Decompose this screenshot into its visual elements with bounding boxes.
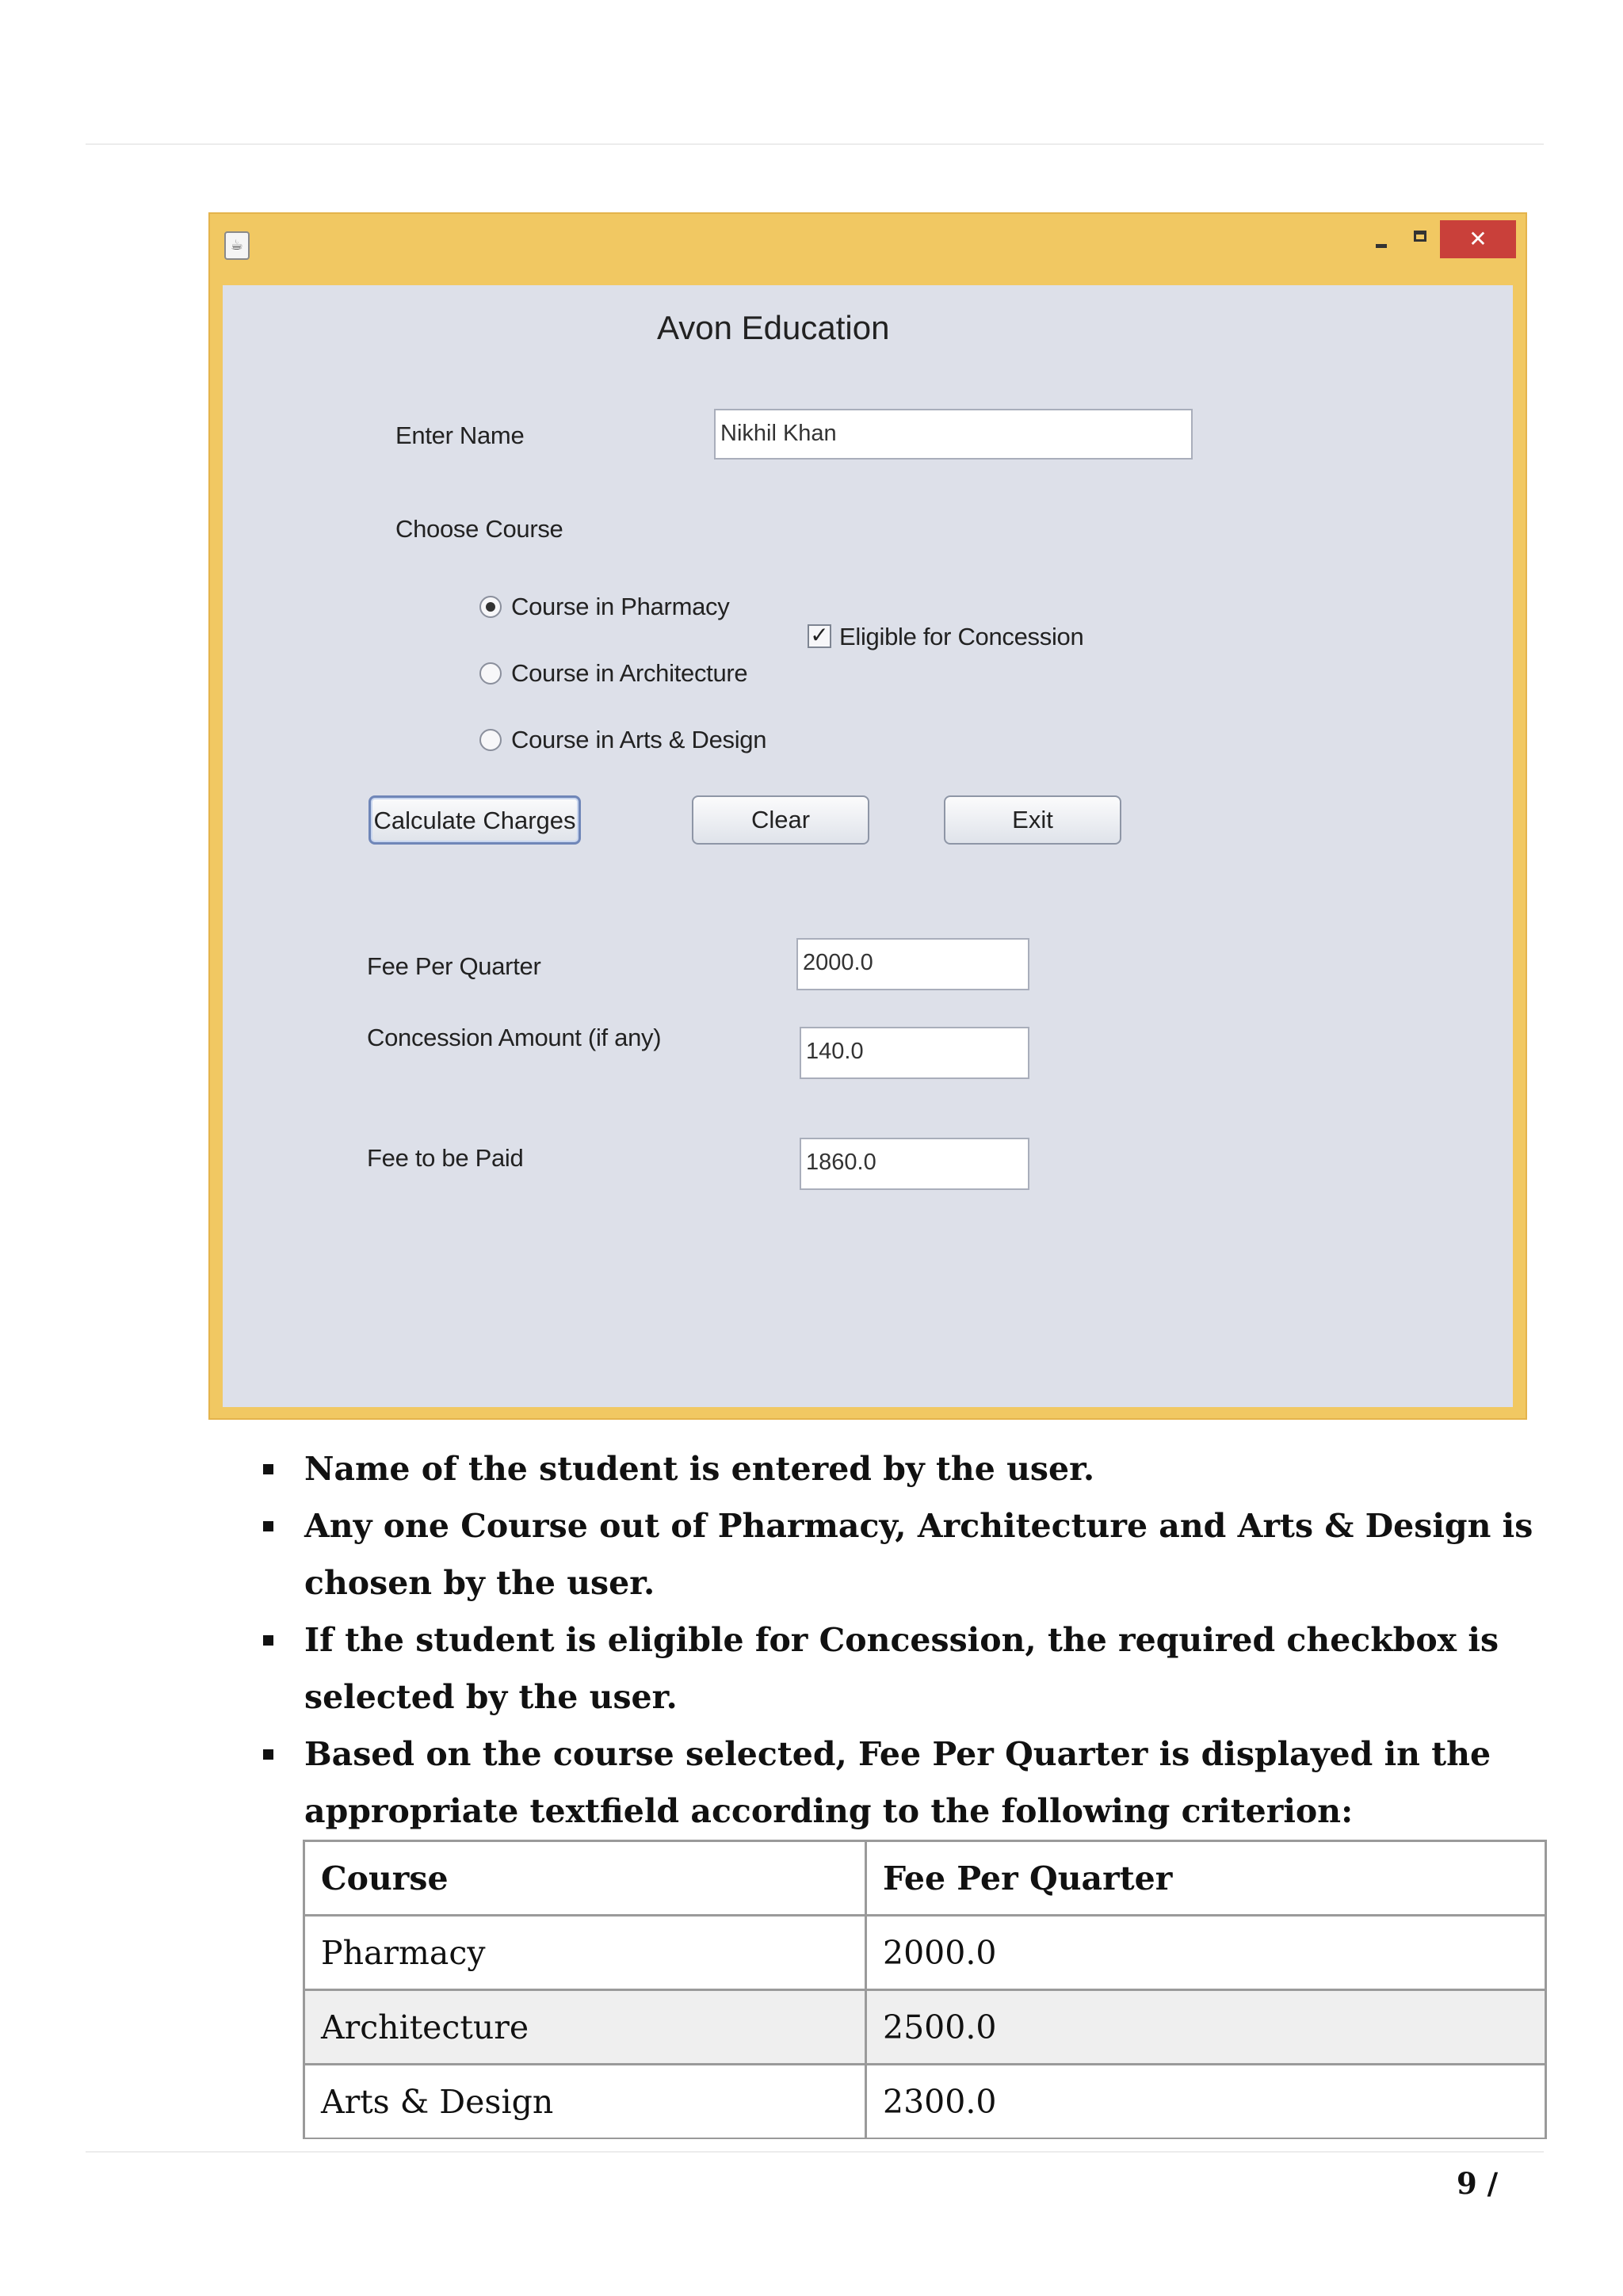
bottom-divider xyxy=(86,2151,1544,2153)
table-header-row xyxy=(304,1841,1546,1916)
app-client-area xyxy=(223,285,1513,1407)
list-item: If the student is eligible for Concession, the required checkbox is selected by the user. xyxy=(260,1611,1552,1726)
cell-fee: 2500.0 xyxy=(866,1990,1546,2065)
radio-pharmacy[interactable] xyxy=(479,596,502,618)
clear-button[interactable]: Clear xyxy=(692,795,869,845)
cell-fee: 2000.0 xyxy=(866,1916,1546,1990)
cell-course: Architecture xyxy=(304,1990,866,2065)
page-number: 9 / xyxy=(1457,2166,1499,2201)
minimize-button[interactable] xyxy=(1362,220,1399,258)
concession-amount-label: Concession Amount (if any) xyxy=(367,1024,662,1051)
fee-per-quarter-field[interactable]: 2000.0 xyxy=(796,938,1029,990)
top-divider xyxy=(86,143,1544,145)
list-item: Any one Course out of Pharmacy, Architecture and Arts & Design is chosen by the user. xyxy=(260,1497,1552,1611)
list-item: Name of the student is entered by the user. xyxy=(260,1440,1552,1497)
java-app-icon: ☕ xyxy=(224,231,250,260)
exit-button[interactable]: Exit xyxy=(944,795,1121,845)
table-row xyxy=(304,1990,1546,2065)
table-row xyxy=(304,2065,1546,2139)
radio-architecture-label: Course in Architecture xyxy=(511,659,748,687)
cell-course: Arts & Design xyxy=(304,2065,866,2139)
name-label: Enter Name xyxy=(395,421,525,449)
fee-table xyxy=(303,1840,1547,2140)
close-button[interactable]: ✕ xyxy=(1440,220,1516,258)
app-window xyxy=(208,212,1527,1420)
header-course: Course xyxy=(304,1841,866,1916)
radio-architecture[interactable] xyxy=(479,662,502,685)
header-fee: Fee Per Quarter xyxy=(866,1841,1546,1916)
table-row xyxy=(304,1916,1546,1990)
radio-arts-design[interactable] xyxy=(479,729,502,751)
cell-fee: 2300.0 xyxy=(866,2065,1546,2139)
page-break-mask xyxy=(293,2139,1561,2171)
cell-course: Pharmacy xyxy=(304,1916,866,1990)
list-item: Based on the course selected, Fee Per Quarter is displayed in the appropriate textfield according to the following criterion: xyxy=(260,1726,1552,1840)
concession-checkbox[interactable]: ✓ xyxy=(808,624,831,648)
concession-amount-field[interactable]: 140.0 xyxy=(800,1027,1029,1079)
concession-label: Eligible for Concession xyxy=(839,623,1084,650)
instructions-list xyxy=(260,1440,1552,1840)
fee-to-pay-label: Fee to be Paid xyxy=(367,1144,524,1172)
maximize-button[interactable] xyxy=(1402,220,1438,258)
radio-arts-design-label: Course in Arts & Design xyxy=(511,726,767,753)
radio-pharmacy-label: Course in Pharmacy xyxy=(511,593,730,620)
calculate-charges-button[interactable]: Calculate Charges xyxy=(369,795,581,845)
app-title: Avon Education xyxy=(657,309,890,346)
fee-to-pay-field[interactable]: 1860.0 xyxy=(800,1138,1029,1190)
fee-per-quarter-label: Fee Per Quarter xyxy=(367,952,541,980)
name-field[interactable]: Nikhil Khan xyxy=(714,409,1193,460)
choose-course-label: Choose Course xyxy=(395,515,563,543)
